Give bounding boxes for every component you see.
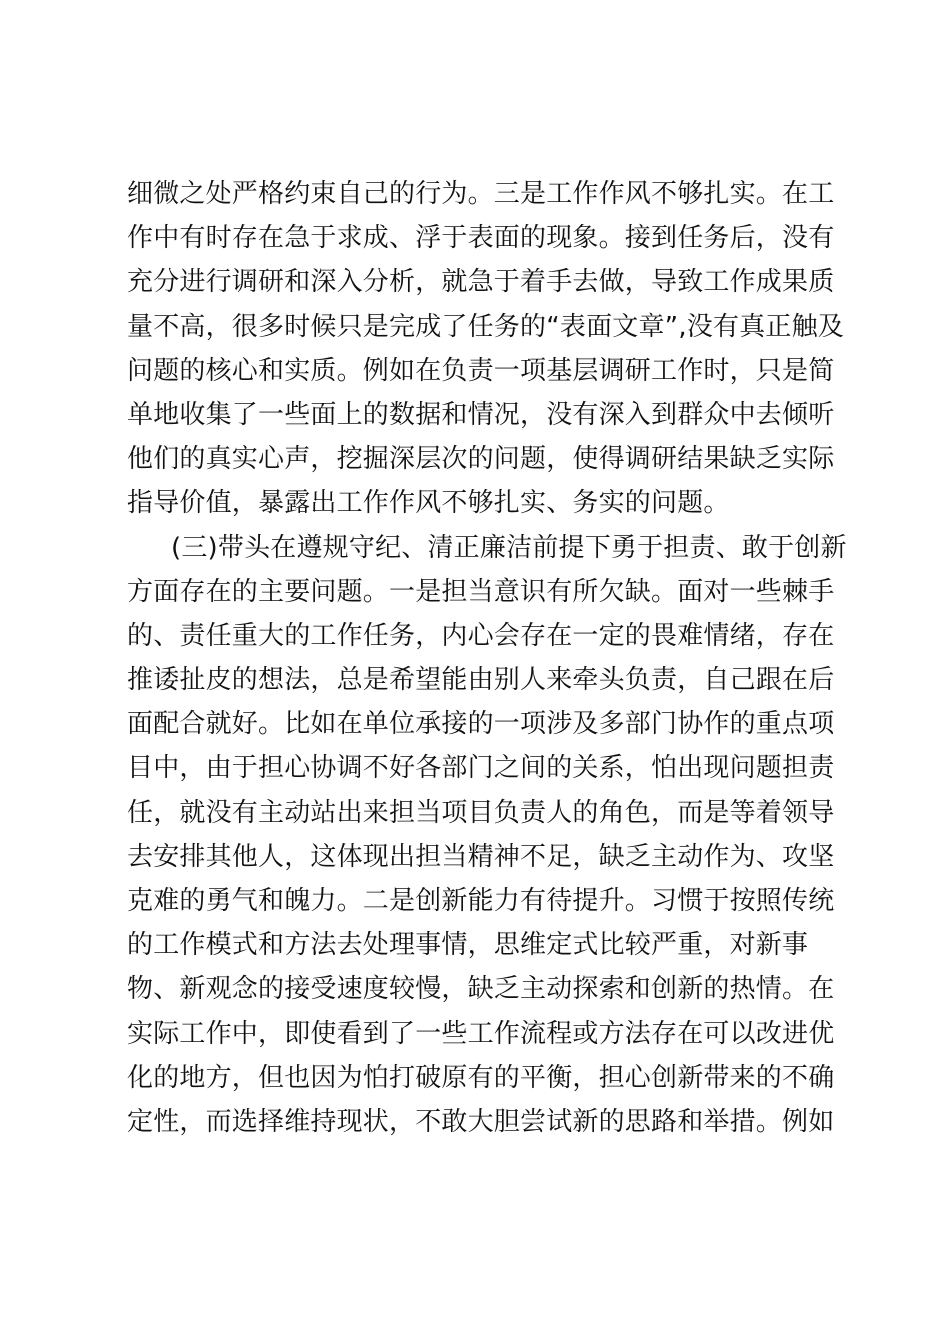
text-line: 的工作模式和方法去处理事情，思维定式比较严重，对新事 (127, 930, 809, 961)
document-body (127, 172, 847, 1144)
text-line: 面配合就好。比如在单位承接的一项涉及多部门协作的重点项 (127, 709, 835, 740)
text-line: 指导价值，暴露出工作作风不够扎实、务实的问题。 (127, 488, 730, 519)
text-line: 细微之处严格约束自己的行为。三是工作作风不够扎实。在工 (127, 179, 835, 209)
section-heading-line: (三)带头在遵规守纪、清正廉洁前提下勇于担责、敢于创新 (171, 532, 847, 563)
text-line: 去安排其他人，这体现出担当精神不足，缺乏主动作为、攻坚 (127, 841, 835, 872)
text-line: 方面存在的主要问题。一是担当意识有所欠缺。面对一些棘手 (127, 576, 835, 607)
text-line: 定性，而选择维持现状，不敢大胆尝试新的思路和举措。例如 (127, 1106, 835, 1137)
text-line: 单地收集了一些面上的数据和情况，没有深入到群众中去倾听 (127, 399, 835, 430)
text-line: 作中有时存在急于求成、浮于表面的现象。接到任务后，没有 (127, 223, 835, 254)
text-line: 问题的核心和实质。例如在负责一项基层调研工作时，只是简 (127, 355, 835, 386)
text-line: 充分进行调研和深入分析，就急于着手去做，导致工作成果质 (127, 267, 835, 298)
text-line: 量不高，很多时候只是完成了任务的“表面文章”,没有真正触及 (127, 311, 845, 342)
text-line: 目中，由于担心协调不好各部门之间的关系，怕出现问题担责 (127, 753, 835, 784)
text-line: 物、新观念的接受速度较慢，缺乏主动探索和创新的热情。在 (127, 974, 835, 1005)
text-line: 任，就没有主动站出来担当项目负责人的角色，而是等着领导 (127, 797, 835, 828)
text-line: 他们的真实心声，挖掘深层次的问题，使得调研结果缺乏实际 (127, 444, 835, 475)
text-line: 推诿扯皮的想法，总是希望能由别人来牵头负责，自己跟在后 (127, 665, 835, 696)
text-line: 化的地方，但也因为怕打破原有的平衡，担心创新带来的不确 (127, 1062, 835, 1093)
text-line: 克难的勇气和魄力。二是创新能力有待提升。习惯于按照传统 (127, 886, 835, 916)
text-line: 的、责任重大的工作任务，内心会存在一定的畏难情绪，存在 (127, 620, 835, 651)
text-line: 实际工作中，即使看到了一些工作流程或方法存在可以改进优 (127, 1018, 835, 1049)
